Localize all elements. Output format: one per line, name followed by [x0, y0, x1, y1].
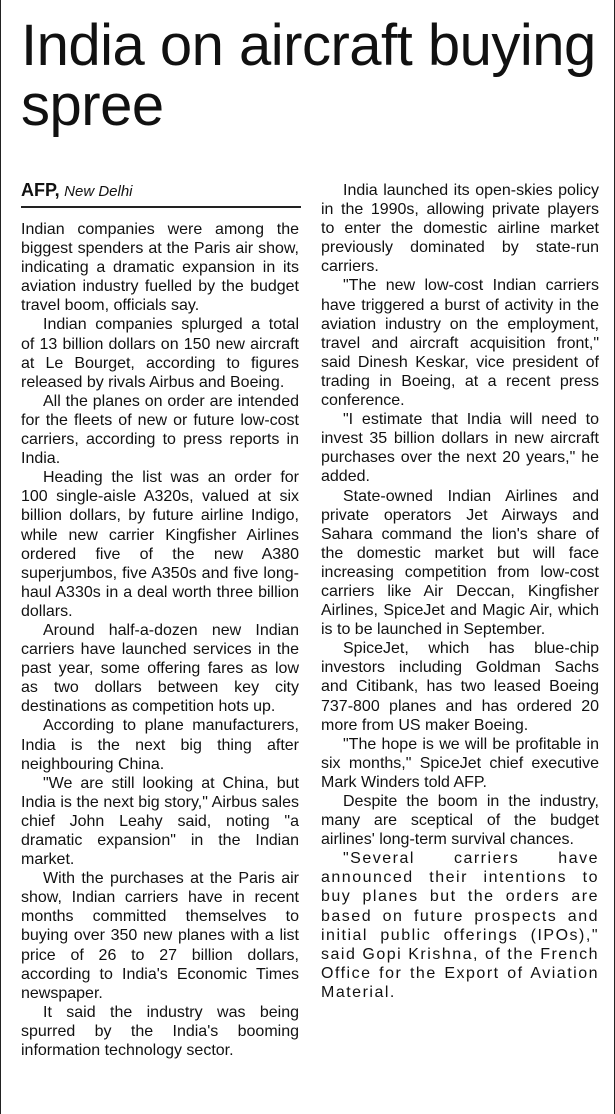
byline-location: New Delhi — [64, 183, 133, 200]
paragraph: "The new low-cost Indian carriers have triggered a burst of activity in the aviation industry on the employment, travel and aircraft acquisition front," said Dinesh Keskar, vice president of trading in Boeing, at a recent press conference. — [321, 277, 599, 410]
paragraph: State-owned Indian Airlines and private operators Jet Airways and Sahara command the lion's share of the domestic market but will face increasing competition from low-cost carriers like Air Deccan, Kingfisher Airlines, SpiceJet and Magic Air, which is to be launched in September. — [321, 487, 599, 639]
byline-agency: AFP, — [21, 180, 60, 200]
article-column-1 — [21, 220, 299, 1060]
paragraph: Indian companies were among the biggest spenders at the Paris air show, indicating a dramatic expansion in its aviation industry fuelled by the budget travel boom, officials say. — [21, 221, 299, 315]
paragraph: "I estimate that India will need to invest 35 billion dollars in new aircraft purchases over the next 20 years," he added. — [321, 411, 599, 486]
paragraph: According to plane manufacturers, India is the next big thing after neighbouring China. — [21, 717, 299, 773]
paragraph: SpiceJet, which has blue-chip investors including Goldman Sachs and Citibank, has two leased Boeing 737-800 planes and has ordered 20 more from US maker Boeing. — [321, 640, 599, 734]
byline — [21, 180, 301, 208]
paragraph: "We are still looking at China, but India is the next big story," Airbus sales chief John Leahy said, noting "a dramatic expansion" in the Indian market. — [21, 774, 299, 869]
paragraph: With the purchases at the Paris air show, Indian carriers have in recent months committed themselves to buying over 350 new planes with a list price of 26 to 27 billion dollars, according to India's Economic Times newspaper. — [21, 870, 299, 1002]
paragraph: Despite the boom in the industry, many are sceptical of the budget airlines' long-term survival chances. — [321, 793, 599, 849]
paragraph: "The hope is we will be profitable in six months," SpiceJet chief executive Mark Winders told AFP. — [321, 735, 599, 791]
paragraph: Around half-a-dozen new Indian carriers have launched services in the past year, some offering fares as low as two dollars between key city destinations as competition hots up. — [21, 621, 299, 716]
paragraph: India launched its open-skies policy in the 1990s, allowing private players to enter the domestic airline market previously dominated by state-run carriers. — [321, 182, 599, 276]
article-column-2 — [321, 181, 599, 1002]
paragraph: Heading the list was an order for 100 single-aisle A320s, valued at six billion dollars, by future airline Indigo, while new carrier Kingfisher Airlines ordered five of the new A380 superjumbos, five A350s and five long-haul A330s in a deal worth three billion dollars. — [21, 469, 299, 620]
paragraph: All the planes on order are intended for the fleets of new or future low-cost carriers, according to press reports in India. — [21, 392, 299, 468]
paragraph: Indian companies splurged a total of 13 billion dollars on 150 new aircraft at Le Bourget, according to figures released by rivals Airbus and Boeing. — [21, 316, 299, 391]
paragraph: It said the industry was being spurred by the India's booming information technology sector. — [21, 1003, 299, 1060]
paragraph: "Several carriers have announced their intentions to buy planes but the orders are based on future prospects and initial public offerings (IPOs)," said Gopi Krishna, of the French Office for the Export of Aviation Material. — [321, 850, 599, 1001]
headline: India on aircraft buying spree — [21, 13, 596, 138]
